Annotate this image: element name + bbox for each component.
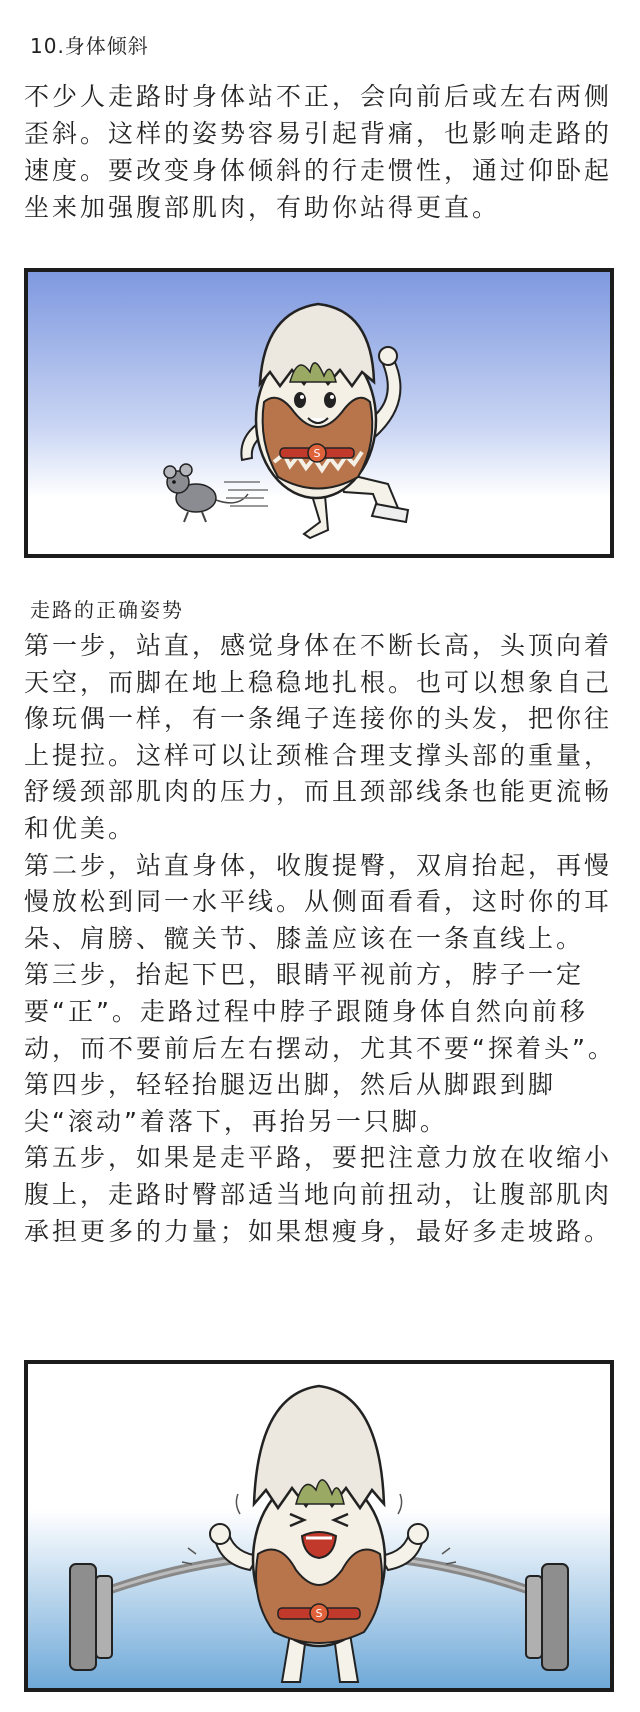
left-eye <box>294 392 306 408</box>
lifting-illustration <box>24 1360 614 1692</box>
intro-paragraph: 不少人走路时身体站不正，会向前后或左右两侧歪斜。这样的姿势容易引起背痛，也影响走路的速度。要改变身体倾斜的行走惯性，通过仰卧起坐来加强腹部肌肉，有助你站得更直。 <box>24 82 613 222</box>
section-heading: 10.身体倾斜 <box>30 34 149 58</box>
step-4: 第四步，轻轻抬腿迈出脚，然后从脚跟到脚尖“滚动”着落下，再抬另一只脚。 <box>24 1070 557 1136</box>
step-5: 第五步，如果是走平路，要把注意力放在收缩小腹上，走路时臀部适当地向前扭动，让腹部肌肉承担更多的力量；如果想瘦身，最好多走坡路。 <box>24 1143 613 1246</box>
step-3: 第三步，抬起下巴，眼睛平视前方，脖子一定要“正”。走路过程中脖子跟随身体自然向前移动，而不要前后左右摆动，尤其不要“探着头”。 <box>24 960 616 1063</box>
right-eye <box>324 392 336 408</box>
lifting-egg-cartoon <box>28 1364 610 1688</box>
step-2: 第二步，站直身体，收腹提臀，双肩抬起，再慢慢放松到同一水平线。从侧面看看，这时你的耳朵、肩膀、髋关节、膝盖应该在一条直线上。 <box>24 850 613 953</box>
walking-illustration <box>24 268 614 558</box>
step-1: 第一步，站直，感觉身体在不断长高，头顶向着天空，而脚在地上稳稳地扎根。也可以想象自己像玩偶一样，有一条绳子连接你的头发，把你往上提拉。这样可以让颈椎合理支撑头部的重量，舒缓颈部肌肉的压力，而且颈部线条也能更流畅和优美。 <box>24 631 613 843</box>
emblem-letter: S <box>313 447 321 460</box>
walking-egg-cartoon <box>28 272 610 554</box>
emblem-letter: S <box>315 1607 323 1620</box>
left-weight <box>70 1564 112 1670</box>
section-title: 走路的正确姿势 <box>30 598 184 622</box>
steps-list <box>24 628 620 1250</box>
right-weight <box>526 1564 568 1670</box>
